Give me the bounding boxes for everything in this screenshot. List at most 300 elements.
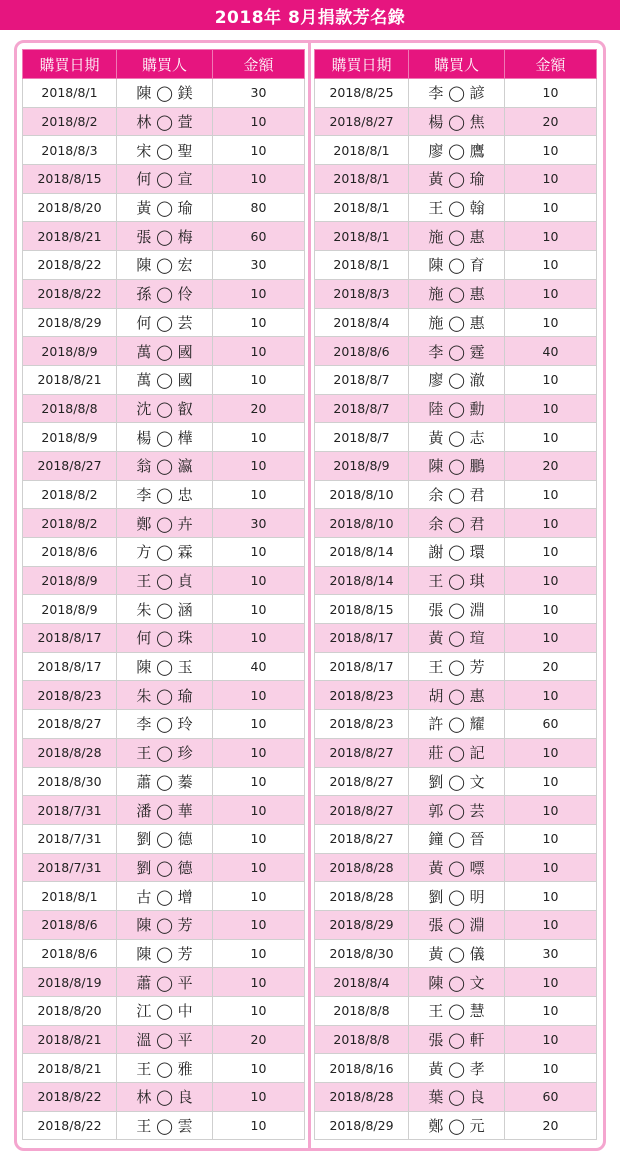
- date-cell: 2018/8/25: [315, 79, 409, 108]
- buyer-column-header: 購買人: [117, 50, 213, 79]
- date-cell: 2018/8/28: [23, 738, 117, 767]
- buyer-cell: 林 ◯ 良: [117, 1083, 213, 1112]
- amount-cell: 10: [505, 681, 597, 710]
- buyer-cell: 宋 ◯ 聖: [117, 136, 213, 165]
- table-row: [23, 796, 305, 825]
- date-cell: 2018/8/1: [23, 882, 117, 911]
- table-row: [315, 939, 597, 968]
- table-row: [23, 968, 305, 997]
- buyer-cell: 胡 ◯ 惠: [409, 681, 505, 710]
- date-cell: 2018/8/9: [315, 451, 409, 480]
- date-cell: 2018/8/4: [315, 308, 409, 337]
- date-cell: 2018/8/7: [315, 365, 409, 394]
- table-row: [315, 652, 597, 681]
- date-cell: 2018/8/6: [315, 337, 409, 366]
- date-cell: 2018/8/19: [23, 968, 117, 997]
- table-row: [315, 279, 597, 308]
- amount-cell: 60: [505, 1083, 597, 1112]
- table-row: [315, 1083, 597, 1112]
- amount-cell: 10: [505, 1025, 597, 1054]
- date-cell: 2018/7/31: [23, 796, 117, 825]
- date-cell: 2018/8/3: [23, 136, 117, 165]
- amount-cell: 10: [505, 394, 597, 423]
- date-cell: 2018/8/21: [23, 222, 117, 251]
- date-cell: 2018/8/3: [315, 279, 409, 308]
- table-row: [315, 882, 597, 911]
- date-cell: 2018/8/21: [23, 1025, 117, 1054]
- table-row: [23, 1111, 305, 1140]
- amount-cell: 30: [213, 251, 305, 280]
- date-cell: 2018/8/27: [315, 738, 409, 767]
- date-cell: 2018/8/27: [315, 767, 409, 796]
- date-cell: 2018/8/21: [23, 365, 117, 394]
- buyer-cell: 李 ◯ 玲: [117, 710, 213, 739]
- buyer-cell: 萬 ◯ 國: [117, 365, 213, 394]
- table-row: [23, 423, 305, 452]
- date-cell: 2018/8/9: [23, 566, 117, 595]
- amount-cell: 20: [213, 1025, 305, 1054]
- date-cell: 2018/8/6: [23, 939, 117, 968]
- date-cell: 2018/8/2: [23, 107, 117, 136]
- buyer-cell: 郭 ◯ 芸: [409, 796, 505, 825]
- date-column-header: 購買日期: [23, 50, 117, 79]
- amount-cell: 30: [213, 509, 305, 538]
- buyer-cell: 施 ◯ 惠: [409, 279, 505, 308]
- table-row: [315, 136, 597, 165]
- table-row: [315, 767, 597, 796]
- amount-cell: 10: [213, 308, 305, 337]
- amount-cell: 40: [213, 652, 305, 681]
- table-row: [23, 738, 305, 767]
- page-title: 2018年 8月捐款芳名錄: [0, 0, 620, 30]
- amount-cell: 10: [213, 767, 305, 796]
- buyer-cell: 黃 ◯ 瑄: [409, 624, 505, 653]
- table-row: [23, 480, 305, 509]
- table-row: [23, 1025, 305, 1054]
- date-cell: 2018/8/7: [315, 394, 409, 423]
- amount-cell: 10: [505, 538, 597, 567]
- date-cell: 2018/8/6: [23, 910, 117, 939]
- buyer-cell: 翁 ◯ 瀛: [117, 451, 213, 480]
- buyer-cell: 陳 ◯ 宏: [117, 251, 213, 280]
- date-cell: 2018/8/28: [315, 1083, 409, 1112]
- table-row: [315, 710, 597, 739]
- buyer-cell: 孫 ◯ 伶: [117, 279, 213, 308]
- buyer-cell: 朱 ◯ 瑜: [117, 681, 213, 710]
- table-row: [23, 394, 305, 423]
- amount-cell: 10: [213, 882, 305, 911]
- date-cell: 2018/8/27: [315, 107, 409, 136]
- buyer-cell: 劉 ◯ 德: [117, 824, 213, 853]
- amount-cell: 10: [505, 79, 597, 108]
- table-row: [23, 767, 305, 796]
- date-cell: 2018/8/29: [315, 1111, 409, 1140]
- table-row: [315, 824, 597, 853]
- buyer-cell: 廖 ◯ 鷹: [409, 136, 505, 165]
- amount-cell: 10: [505, 882, 597, 911]
- table-row: [315, 107, 597, 136]
- table-row: [23, 509, 305, 538]
- amount-cell: 30: [213, 79, 305, 108]
- amount-cell: 10: [213, 910, 305, 939]
- table-row: [315, 738, 597, 767]
- date-cell: 2018/8/1: [315, 193, 409, 222]
- buyer-cell: 余 ◯ 君: [409, 509, 505, 538]
- amount-cell: 20: [213, 394, 305, 423]
- date-cell: 2018/8/6: [23, 538, 117, 567]
- table-row: [23, 624, 305, 653]
- buyer-cell: 楊 ◯ 焦: [409, 107, 505, 136]
- buyer-cell: 廖 ◯ 澈: [409, 365, 505, 394]
- buyer-cell: 蕭 ◯ 蓁: [117, 767, 213, 796]
- amount-cell: 10: [213, 451, 305, 480]
- amount-cell: 10: [213, 136, 305, 165]
- date-cell: 2018/8/1: [315, 222, 409, 251]
- date-cell: 2018/8/27: [315, 796, 409, 825]
- buyer-cell: 許 ◯ 耀: [409, 710, 505, 739]
- table-row: [315, 451, 597, 480]
- buyer-cell: 王 ◯ 雅: [117, 1054, 213, 1083]
- amount-cell: 10: [213, 566, 305, 595]
- amount-cell: 10: [213, 939, 305, 968]
- column-divider: [308, 40, 311, 1151]
- table-body-left: [23, 79, 305, 1140]
- amount-cell: 10: [505, 624, 597, 653]
- amount-column-header: 金額: [505, 50, 597, 79]
- table-row: [315, 251, 597, 280]
- buyer-cell: 葉 ◯ 良: [409, 1083, 505, 1112]
- table-row: [23, 193, 305, 222]
- table-row: [23, 279, 305, 308]
- buyer-cell: 鄭 ◯ 卉: [117, 509, 213, 538]
- date-cell: 2018/8/17: [23, 652, 117, 681]
- buyer-cell: 王 ◯ 珍: [117, 738, 213, 767]
- amount-cell: 10: [213, 337, 305, 366]
- table-row: [315, 79, 597, 108]
- amount-cell: 10: [505, 136, 597, 165]
- date-cell: 2018/8/22: [23, 251, 117, 280]
- table-row: [23, 882, 305, 911]
- table-row: [23, 1083, 305, 1112]
- table-row: [315, 222, 597, 251]
- buyer-cell: 林 ◯ 萱: [117, 107, 213, 136]
- buyer-cell: 黃 ◯ 瑜: [409, 165, 505, 194]
- table-row: [315, 1054, 597, 1083]
- amount-cell: 10: [505, 222, 597, 251]
- table-row: [315, 681, 597, 710]
- date-cell: 2018/8/9: [23, 423, 117, 452]
- date-cell: 2018/8/17: [315, 624, 409, 653]
- buyer-cell: 王 ◯ 貞: [117, 566, 213, 595]
- date-cell: 2018/8/27: [23, 451, 117, 480]
- table-row: [23, 308, 305, 337]
- buyer-cell: 溫 ◯ 平: [117, 1025, 213, 1054]
- amount-cell: 10: [213, 538, 305, 567]
- buyer-cell: 王 ◯ 翰: [409, 193, 505, 222]
- buyer-cell: 黃 ◯ 孝: [409, 1054, 505, 1083]
- date-cell: 2018/8/17: [315, 652, 409, 681]
- date-cell: 2018/8/1: [23, 79, 117, 108]
- date-cell: 2018/7/31: [23, 853, 117, 882]
- amount-cell: 10: [505, 1054, 597, 1083]
- buyer-cell: 王 ◯ 慧: [409, 997, 505, 1026]
- table-row: [315, 796, 597, 825]
- table-row: [23, 136, 305, 165]
- date-cell: 2018/8/16: [315, 1054, 409, 1083]
- table-row: [23, 997, 305, 1026]
- table-row: [315, 165, 597, 194]
- amount-cell: 10: [213, 595, 305, 624]
- date-cell: 2018/7/31: [23, 824, 117, 853]
- table-row: [315, 509, 597, 538]
- amount-cell: 10: [213, 480, 305, 509]
- buyer-cell: 劉 ◯ 明: [409, 882, 505, 911]
- table-row: [315, 624, 597, 653]
- amount-cell: 40: [505, 337, 597, 366]
- date-cell: 2018/8/22: [23, 279, 117, 308]
- amount-cell: 10: [213, 681, 305, 710]
- date-cell: 2018/8/14: [315, 538, 409, 567]
- donor-table-right: [314, 49, 597, 1140]
- table-row: [23, 222, 305, 251]
- date-cell: 2018/8/10: [315, 480, 409, 509]
- amount-cell: 10: [505, 738, 597, 767]
- amount-cell: 80: [213, 193, 305, 222]
- table-row: [23, 652, 305, 681]
- table-header-row: [315, 50, 597, 79]
- date-cell: 2018/8/8: [315, 1025, 409, 1054]
- table-row: [315, 910, 597, 939]
- amount-cell: 10: [505, 509, 597, 538]
- date-cell: 2018/8/29: [315, 910, 409, 939]
- table-row: [315, 480, 597, 509]
- amount-cell: 10: [505, 824, 597, 853]
- buyer-cell: 何 ◯ 芸: [117, 308, 213, 337]
- table-row: [23, 566, 305, 595]
- table-row: [23, 824, 305, 853]
- amount-cell: 10: [213, 738, 305, 767]
- buyer-cell: 王 ◯ 雲: [117, 1111, 213, 1140]
- date-cell: 2018/8/20: [23, 193, 117, 222]
- table-row: [23, 939, 305, 968]
- amount-cell: 10: [213, 853, 305, 882]
- table-row: [315, 365, 597, 394]
- table-row: [23, 165, 305, 194]
- buyer-cell: 施 ◯ 惠: [409, 222, 505, 251]
- date-cell: 2018/8/14: [315, 566, 409, 595]
- amount-column-header: 金額: [213, 50, 305, 79]
- table-row: [23, 538, 305, 567]
- buyer-cell: 劉 ◯ 文: [409, 767, 505, 796]
- table-row: [315, 538, 597, 567]
- date-cell: 2018/8/23: [23, 681, 117, 710]
- buyer-cell: 黃 ◯ 瑜: [117, 193, 213, 222]
- buyer-cell: 李 ◯ 忠: [117, 480, 213, 509]
- buyer-cell: 黃 ◯ 儀: [409, 939, 505, 968]
- table-row: [23, 853, 305, 882]
- buyer-cell: 古 ◯ 增: [117, 882, 213, 911]
- amount-cell: 10: [213, 279, 305, 308]
- amount-cell: 10: [505, 165, 597, 194]
- date-cell: 2018/8/23: [315, 681, 409, 710]
- buyer-cell: 李 ◯ 諺: [409, 79, 505, 108]
- date-cell: 2018/8/22: [23, 1083, 117, 1112]
- table-header-row: [23, 50, 305, 79]
- amount-cell: 60: [505, 710, 597, 739]
- buyer-cell: 江 ◯ 中: [117, 997, 213, 1026]
- amount-cell: 10: [213, 1083, 305, 1112]
- table-row: [23, 910, 305, 939]
- amount-cell: 10: [505, 595, 597, 624]
- date-cell: 2018/8/9: [23, 337, 117, 366]
- buyer-cell: 劉 ◯ 德: [117, 853, 213, 882]
- buyer-cell: 黃 ◯ 志: [409, 423, 505, 452]
- buyer-cell: 黃 ◯ 嘌: [409, 853, 505, 882]
- amount-cell: 10: [505, 968, 597, 997]
- table-row: [315, 1025, 597, 1054]
- date-cell: 2018/8/9: [23, 595, 117, 624]
- table-row: [315, 853, 597, 882]
- table-row: [315, 566, 597, 595]
- table-row: [23, 681, 305, 710]
- date-cell: 2018/8/22: [23, 1111, 117, 1140]
- buyer-cell: 陳 ◯ 玉: [117, 652, 213, 681]
- buyer-column-header: 購買人: [409, 50, 505, 79]
- table-row: [23, 365, 305, 394]
- table-row: [315, 997, 597, 1026]
- buyer-cell: 張 ◯ 軒: [409, 1025, 505, 1054]
- buyer-cell: 張 ◯ 梅: [117, 222, 213, 251]
- table-row: [23, 451, 305, 480]
- date-cell: 2018/8/8: [23, 394, 117, 423]
- buyer-cell: 蕭 ◯ 平: [117, 968, 213, 997]
- date-cell: 2018/8/1: [315, 251, 409, 280]
- date-cell: 2018/8/8: [315, 997, 409, 1026]
- date-cell: 2018/8/1: [315, 136, 409, 165]
- date-cell: 2018/8/7: [315, 423, 409, 452]
- date-cell: 2018/8/4: [315, 968, 409, 997]
- date-cell: 2018/8/30: [23, 767, 117, 796]
- buyer-cell: 陳 ◯ 育: [409, 251, 505, 280]
- buyer-cell: 陳 ◯ 文: [409, 968, 505, 997]
- date-cell: 2018/8/23: [315, 710, 409, 739]
- amount-cell: 10: [213, 423, 305, 452]
- date-cell: 2018/8/21: [23, 1054, 117, 1083]
- date-cell: 2018/8/10: [315, 509, 409, 538]
- buyer-cell: 沈 ◯ 叡: [117, 394, 213, 423]
- date-column-header: 購買日期: [315, 50, 409, 79]
- date-cell: 2018/8/17: [23, 624, 117, 653]
- buyer-cell: 施 ◯ 惠: [409, 308, 505, 337]
- amount-cell: 20: [505, 107, 597, 136]
- amount-cell: 10: [213, 165, 305, 194]
- table-row: [23, 1054, 305, 1083]
- buyer-cell: 王 ◯ 芳: [409, 652, 505, 681]
- buyer-cell: 莊 ◯ 記: [409, 738, 505, 767]
- buyer-cell: 張 ◯ 淵: [409, 910, 505, 939]
- table-row: [315, 1111, 597, 1140]
- date-cell: 2018/8/1: [315, 165, 409, 194]
- table-row: [23, 337, 305, 366]
- table-row: [23, 595, 305, 624]
- amount-cell: 10: [213, 710, 305, 739]
- buyer-cell: 王 ◯ 琪: [409, 566, 505, 595]
- buyer-cell: 陸 ◯ 勳: [409, 394, 505, 423]
- buyer-cell: 陳 ◯ 芳: [117, 939, 213, 968]
- table-row: [315, 968, 597, 997]
- date-cell: 2018/8/28: [315, 853, 409, 882]
- buyer-cell: 李 ◯ 霆: [409, 337, 505, 366]
- buyer-cell: 謝 ◯ 環: [409, 538, 505, 567]
- date-cell: 2018/8/29: [23, 308, 117, 337]
- amount-cell: 60: [213, 222, 305, 251]
- amount-cell: 10: [213, 997, 305, 1026]
- table-row: [23, 251, 305, 280]
- amount-cell: 20: [505, 1111, 597, 1140]
- buyer-cell: 陳 ◯ 鵬: [409, 451, 505, 480]
- buyer-cell: 何 ◯ 珠: [117, 624, 213, 653]
- table-row: [315, 308, 597, 337]
- donor-table-left: [22, 49, 305, 1140]
- date-cell: 2018/8/28: [315, 882, 409, 911]
- amount-cell: 10: [213, 624, 305, 653]
- buyer-cell: 陳 ◯ 芳: [117, 910, 213, 939]
- buyer-cell: 楊 ◯ 樺: [117, 423, 213, 452]
- date-cell: 2018/8/2: [23, 509, 117, 538]
- amount-cell: 10: [505, 767, 597, 796]
- date-cell: 2018/8/30: [315, 939, 409, 968]
- table-row: [23, 107, 305, 136]
- amount-cell: 10: [505, 796, 597, 825]
- table-body-right: [315, 79, 597, 1140]
- amount-cell: 10: [505, 251, 597, 280]
- amount-cell: 10: [505, 193, 597, 222]
- amount-cell: 10: [505, 997, 597, 1026]
- amount-cell: 30: [505, 939, 597, 968]
- buyer-cell: 張 ◯ 淵: [409, 595, 505, 624]
- date-cell: 2018/8/15: [23, 165, 117, 194]
- amount-cell: 20: [505, 451, 597, 480]
- buyer-cell: 萬 ◯ 國: [117, 337, 213, 366]
- amount-cell: 20: [505, 652, 597, 681]
- amount-cell: 10: [213, 107, 305, 136]
- date-cell: 2018/8/15: [315, 595, 409, 624]
- table-row: [315, 193, 597, 222]
- amount-cell: 10: [505, 566, 597, 595]
- date-cell: 2018/8/27: [23, 710, 117, 739]
- table-row: [315, 394, 597, 423]
- amount-cell: 10: [505, 480, 597, 509]
- date-cell: 2018/8/2: [23, 480, 117, 509]
- amount-cell: 10: [213, 968, 305, 997]
- buyer-cell: 方 ◯ 霖: [117, 538, 213, 567]
- amount-cell: 10: [505, 308, 597, 337]
- amount-cell: 10: [213, 824, 305, 853]
- table-row: [315, 595, 597, 624]
- buyer-cell: 陳 ◯ 鎂: [117, 79, 213, 108]
- amount-cell: 10: [213, 1054, 305, 1083]
- amount-cell: 10: [213, 1111, 305, 1140]
- amount-cell: 10: [213, 796, 305, 825]
- table-row: [23, 79, 305, 108]
- table-row: [315, 423, 597, 452]
- amount-cell: 10: [505, 910, 597, 939]
- date-cell: 2018/8/27: [315, 824, 409, 853]
- table-row: [23, 710, 305, 739]
- amount-cell: 10: [505, 423, 597, 452]
- buyer-cell: 鐘 ◯ 晉: [409, 824, 505, 853]
- buyer-cell: 鄭 ◯ 元: [409, 1111, 505, 1140]
